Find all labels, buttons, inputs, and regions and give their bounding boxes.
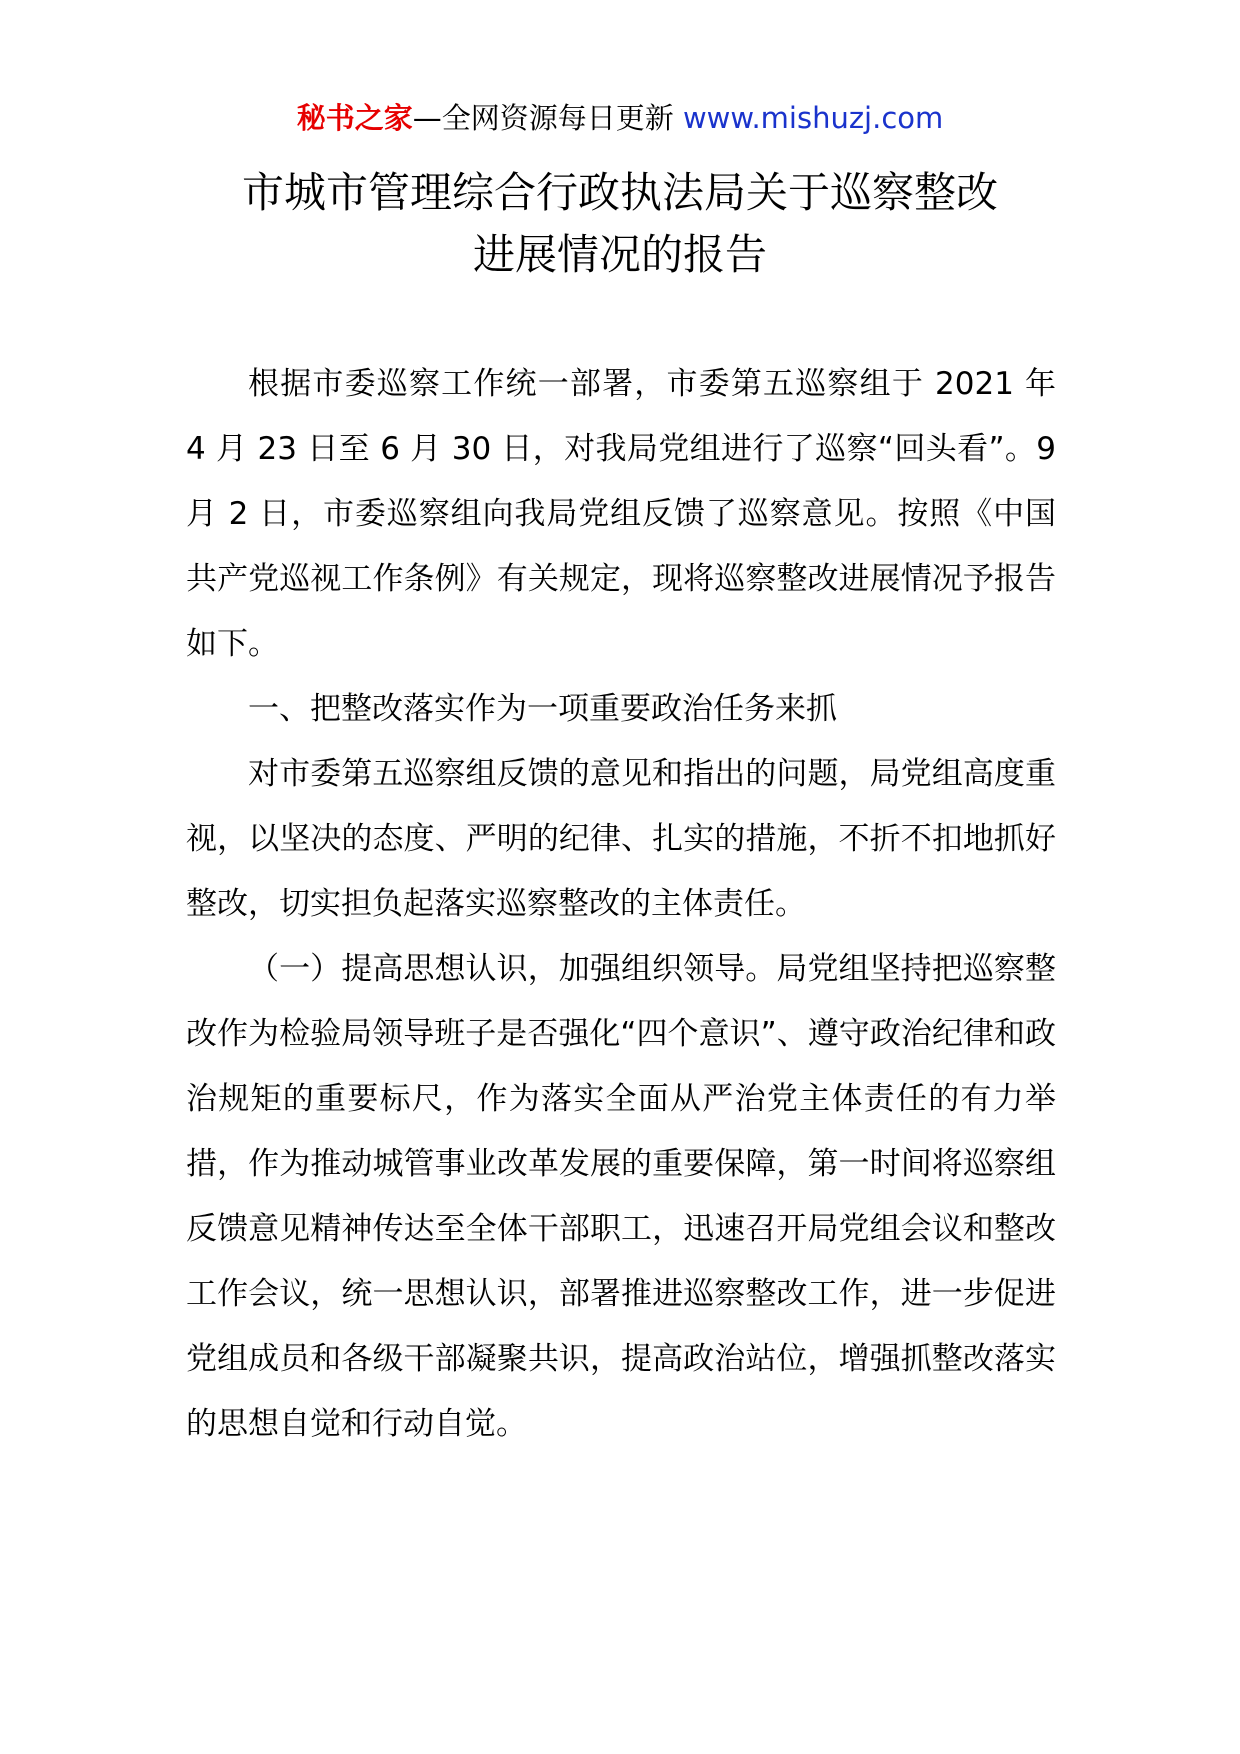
document-body xyxy=(186,352,1056,1457)
site-url-link[interactable]: www.mishuzj.com xyxy=(682,101,944,135)
header-tagline: —全网资源每日更新 xyxy=(412,101,683,135)
document-title xyxy=(0,162,1240,286)
brand-name: 秘书之家 xyxy=(296,101,413,135)
body-paragraph: 根据市委巡察工作统一部署，市委第五巡察组于 2021 年 4 月 23 日至 6 月 30 日，对我局党组进行了巡察“回头看”。9 月 2 日，市委巡察组向我局党组反馈了巡察意见。按照《中国共产党巡视工作条例》有关规定，现将巡察整改进展情况予报告如下。 xyxy=(186,366,1056,662)
title-line-1: 市城市管理综合行政执法局关于巡察整改 xyxy=(241,168,998,217)
title-line-2: 进展情况的报告 xyxy=(472,230,767,279)
body-paragraph: （一）提高思想认识，加强组织领导。局党组坚持把巡察整改作为检验局领导班子是否强化“四个意识”、遵守政治纪律和政治规矩的重要标尺，作为落实全面从严治党主体责任的有力举措，作为推动城管事业改革发展的重要保障，第一时间将巡察组反馈意见精神传达至全体干部职工，迅速召开局党组会议和整改工作会议，统一思想认识，部署推进巡察整改工作，进一步促进党组成员和各级干部凝聚共识，提高政治站位，增强抓整改落实的思想自觉和行动自觉。 xyxy=(186,951,1056,1442)
body-paragraph: 对市委第五巡察组反馈的意见和指出的问题，局党组高度重视，以坚决的态度、严明的纪律、扎实的措施，不折不扣地抓好整改，切实担负起落实巡察整改的主体责任。 xyxy=(186,756,1056,922)
site-header xyxy=(0,98,1240,138)
section-heading: 一、把整改落实作为一项重要政治任务来抓 xyxy=(248,691,837,727)
